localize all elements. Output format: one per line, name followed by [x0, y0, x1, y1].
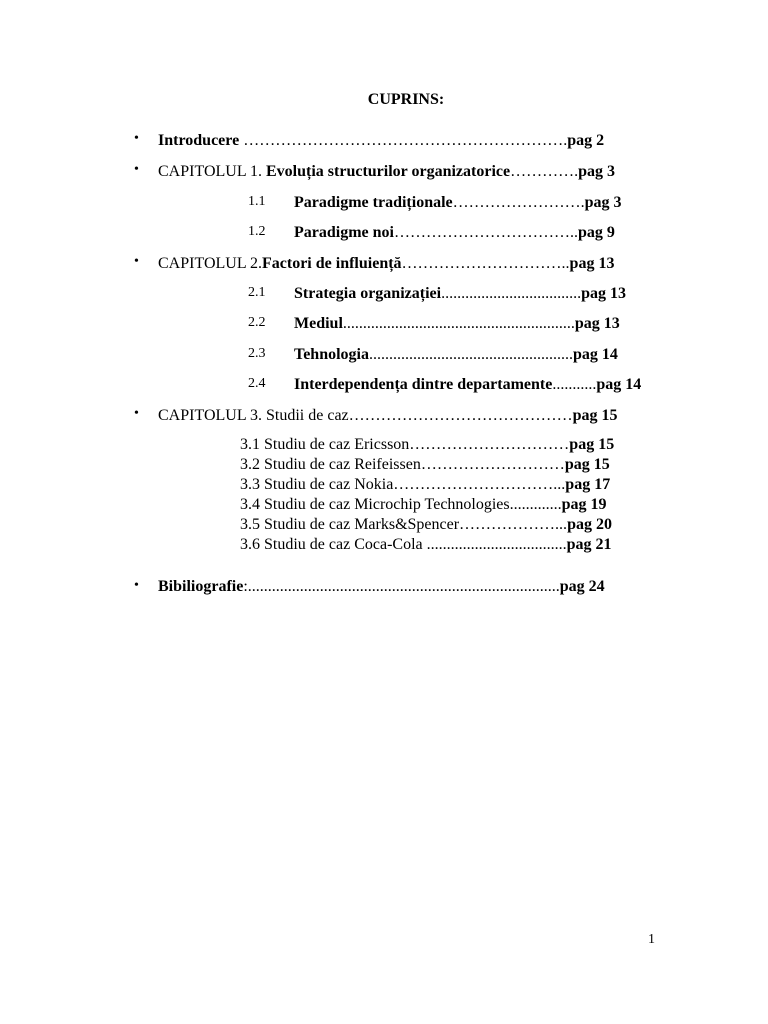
entry-page: pag 13	[569, 255, 615, 272]
entry-page: pag 13	[581, 285, 626, 302]
entry-page: pag 17	[565, 476, 611, 493]
section-number: 2.2	[248, 315, 266, 330]
entry-page: pag 21	[566, 536, 612, 553]
toc-entry-capitolul-3	[158, 406, 618, 426]
entry-title: 3.4 Studiu de caz Microchip Technologies.............	[240, 496, 562, 513]
entry-page: pag 3	[578, 163, 616, 180]
toc-entry-2-2	[294, 314, 620, 334]
entry-dots: ..........................................................	[342, 315, 575, 332]
entry-page: pag 14	[596, 376, 642, 393]
entry-page: pag 3	[584, 194, 622, 211]
toc-entry-2-4	[294, 375, 641, 395]
entry-prefix: CAPITOLUL 3.	[158, 407, 262, 424]
toc-entry-3-2	[240, 455, 610, 475]
page-number: 1	[648, 932, 655, 947]
section-number: 2.4	[248, 376, 266, 391]
section-number: 1.1	[248, 194, 266, 209]
entry-dots: …………………….	[452, 194, 585, 211]
entry-title: Paradigme noi	[294, 224, 394, 241]
entry-title: Studii de caz……………………………………	[262, 407, 573, 424]
bullet-icon: •	[134, 406, 139, 421]
entry-prefix: CAPITOLUL 2.	[158, 255, 262, 272]
entry-title: 3.3 Studiu de caz Nokia…………………………...	[240, 476, 566, 493]
toc-entry-1-2	[294, 223, 615, 243]
toc-entry-bibliografie	[158, 577, 605, 597]
toc-entry-3-4	[240, 495, 607, 515]
entry-dots: :..............................................................................	[243, 578, 560, 595]
toc-entry-introducere	[158, 131, 604, 151]
toc-entry-3-6	[240, 535, 612, 555]
bullet-icon: •	[134, 578, 139, 593]
entry-dots: ……………………………..	[394, 224, 578, 241]
entry-page: pag 15	[569, 436, 615, 453]
toc-entry-2-1	[294, 284, 626, 304]
entry-title: Evoluția structurilor organizatorice	[266, 163, 511, 180]
toc-entry-3-1	[240, 435, 614, 455]
entry-title: Strategia organizației	[294, 285, 442, 302]
toc-entry-3-5	[240, 515, 612, 535]
entry-title: Bibiliografie	[158, 578, 244, 595]
entry-page: pag 15	[572, 407, 618, 424]
bullet-icon: •	[134, 131, 139, 146]
entry-page: pag 13	[574, 315, 620, 332]
entry-page: pag 24	[559, 578, 605, 595]
entry-dots: …………………………………………………….	[239, 132, 568, 149]
entry-dots: ...................................	[441, 285, 582, 302]
section-number: 2.3	[248, 346, 266, 361]
entry-title: 3.1 Studiu de caz Ericsson…………………………	[240, 436, 570, 453]
entry-prefix: CAPITOLUL 1.	[158, 163, 266, 180]
toc-entry-2-3	[294, 345, 618, 365]
entry-page: pag 15	[564, 456, 610, 473]
toc-entry-1-1	[294, 193, 622, 213]
toc-entry-capitolul-1	[158, 162, 615, 182]
entry-title: Factori de influiență	[262, 255, 402, 272]
entry-dots: ………….	[510, 163, 579, 180]
toc-title: CUPRINS:	[367, 91, 445, 108]
entry-title: Introducere	[158, 132, 240, 149]
entry-title: 3.2 Studiu de caz Reifeissen………………………	[240, 456, 565, 473]
entry-page: pag 2	[567, 132, 605, 149]
entry-title: 3.6 Studiu de caz Coca-Cola ...................................	[240, 536, 567, 553]
entry-title: Mediul	[294, 315, 343, 332]
entry-page: pag 9	[578, 224, 615, 241]
entry-dots: …………………………..	[401, 255, 570, 272]
bullet-icon: •	[134, 162, 139, 177]
toc-entry-3-3	[240, 475, 610, 495]
entry-title: Paradigme tradiționale	[294, 194, 453, 211]
entry-page: pag 14	[573, 346, 618, 363]
entry-page: pag 19	[561, 496, 607, 513]
entry-title: Tehnologia	[294, 346, 369, 363]
entry-dots: ...........	[552, 376, 597, 393]
section-number: 1.2	[248, 224, 266, 239]
section-number: 2.1	[248, 285, 266, 300]
toc-entry-capitolul-2	[158, 254, 614, 274]
bullet-icon: •	[134, 254, 139, 269]
entry-title: Interdependența dintre departamente	[294, 376, 553, 393]
entry-dots: ...................................................	[369, 346, 573, 363]
entry-title: 3.5 Studiu de caz Marks&Spencer………………...	[240, 516, 568, 533]
entry-page: pag 20	[567, 516, 612, 533]
